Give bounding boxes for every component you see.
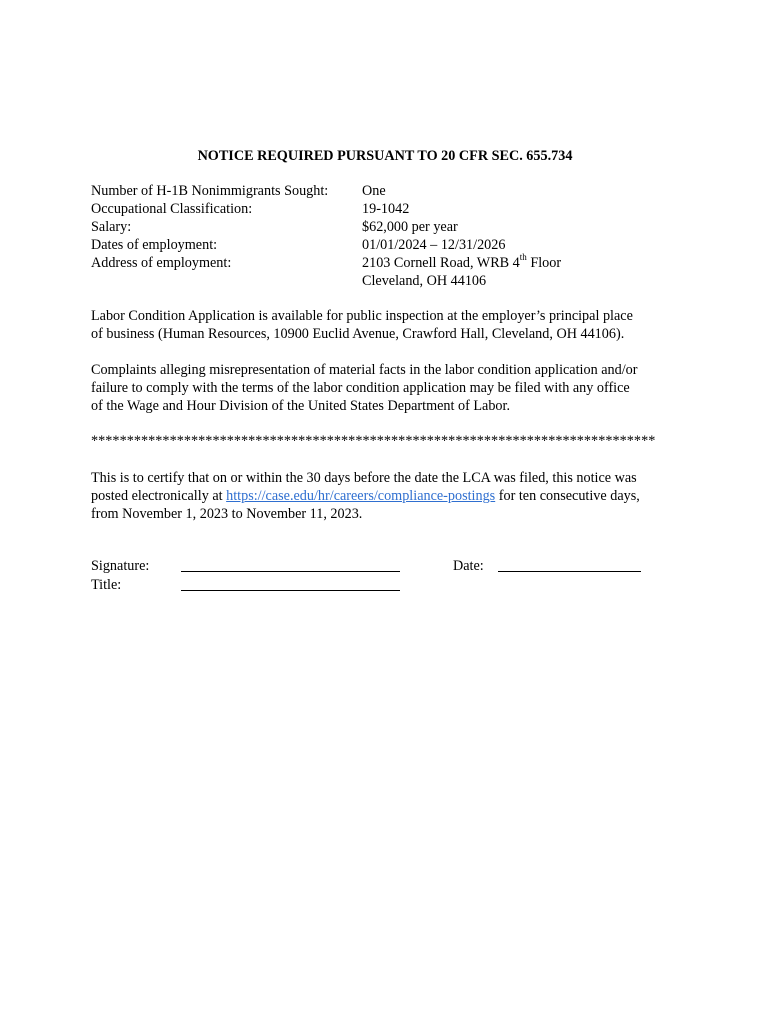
compliance-postings-link[interactable]: https://case.edu/hr/careers/compliance-postings [226, 488, 496, 504]
detail-label: Number of H-1B Nonimmigrants Sought: [91, 183, 329, 199]
separator-asterisks: ******************************************************************************* [91, 433, 656, 449]
paragraph-line [91, 487, 691, 505]
paragraph-line: Labor Condition Application is available for public inspection at the employer’s principal place [91, 308, 633, 324]
signature-line[interactable] [181, 571, 400, 572]
availability-paragraph [91, 307, 691, 343]
address-floor-suffix: th [519, 252, 527, 263]
address-street: 2103 Cornell Road, WRB 4 [362, 255, 520, 271]
notice-title: NOTICE REQUIRED PURSUANT TO 20 CFR SEC. 655.734 [197, 148, 573, 164]
detail-row-count [91, 182, 561, 200]
paragraph-line: from November 1, 2023 to November 11, 2023. [91, 506, 363, 522]
paragraph-line: of the Wage and Hour Division of the United States Department of Labor. [91, 398, 510, 414]
paragraph-line: of business (Human Resources, 10900 Euclid Avenue, Crawford Hall, Cleveland, OH 44106). [91, 326, 625, 342]
detail-label: Occupational Classification: [91, 201, 253, 217]
title-label: Title: [91, 577, 122, 593]
paragraph-line: Complaints alleging misrepresentation of material facts in the labor condition application and/or [91, 362, 638, 378]
date-label: Date: [453, 558, 484, 574]
complaints-paragraph [91, 361, 691, 415]
signature-label: Signature: [91, 558, 150, 574]
detail-label: Salary: [91, 219, 132, 235]
detail-row-salary [91, 218, 561, 236]
detail-row-dates [91, 236, 561, 254]
address-floor: Floor [526, 255, 562, 271]
date-line[interactable] [498, 571, 641, 572]
detail-label [91, 272, 362, 290]
posted-prefix: posted electronically at [91, 488, 227, 504]
detail-row-city [91, 272, 561, 290]
paragraph-line: failure to comply with the terms of the labor condition application may be filed with any office [91, 380, 630, 396]
detail-row-address [91, 254, 561, 272]
lca-details [91, 182, 561, 290]
detail-value: Cleveland, OH 44106 [362, 273, 487, 289]
detail-value: 19-1042 [362, 201, 410, 217]
detail-label: Dates of employment: [91, 237, 218, 253]
detail-value: $62,000 per year [362, 219, 458, 235]
posted-suffix: for ten consecutive days, [495, 488, 640, 504]
detail-value [362, 254, 561, 272]
detail-label: Address of employment: [91, 255, 232, 271]
paragraph-line: This is to certify that on or within the 30 days before the date the LCA was filed, this notice was [91, 470, 637, 486]
detail-value: One [362, 183, 386, 199]
certification-paragraph [91, 469, 691, 523]
detail-row-classification [91, 200, 561, 218]
detail-value: 01/01/2024 – 12/31/2026 [362, 237, 506, 253]
title-line[interactable] [181, 590, 400, 591]
